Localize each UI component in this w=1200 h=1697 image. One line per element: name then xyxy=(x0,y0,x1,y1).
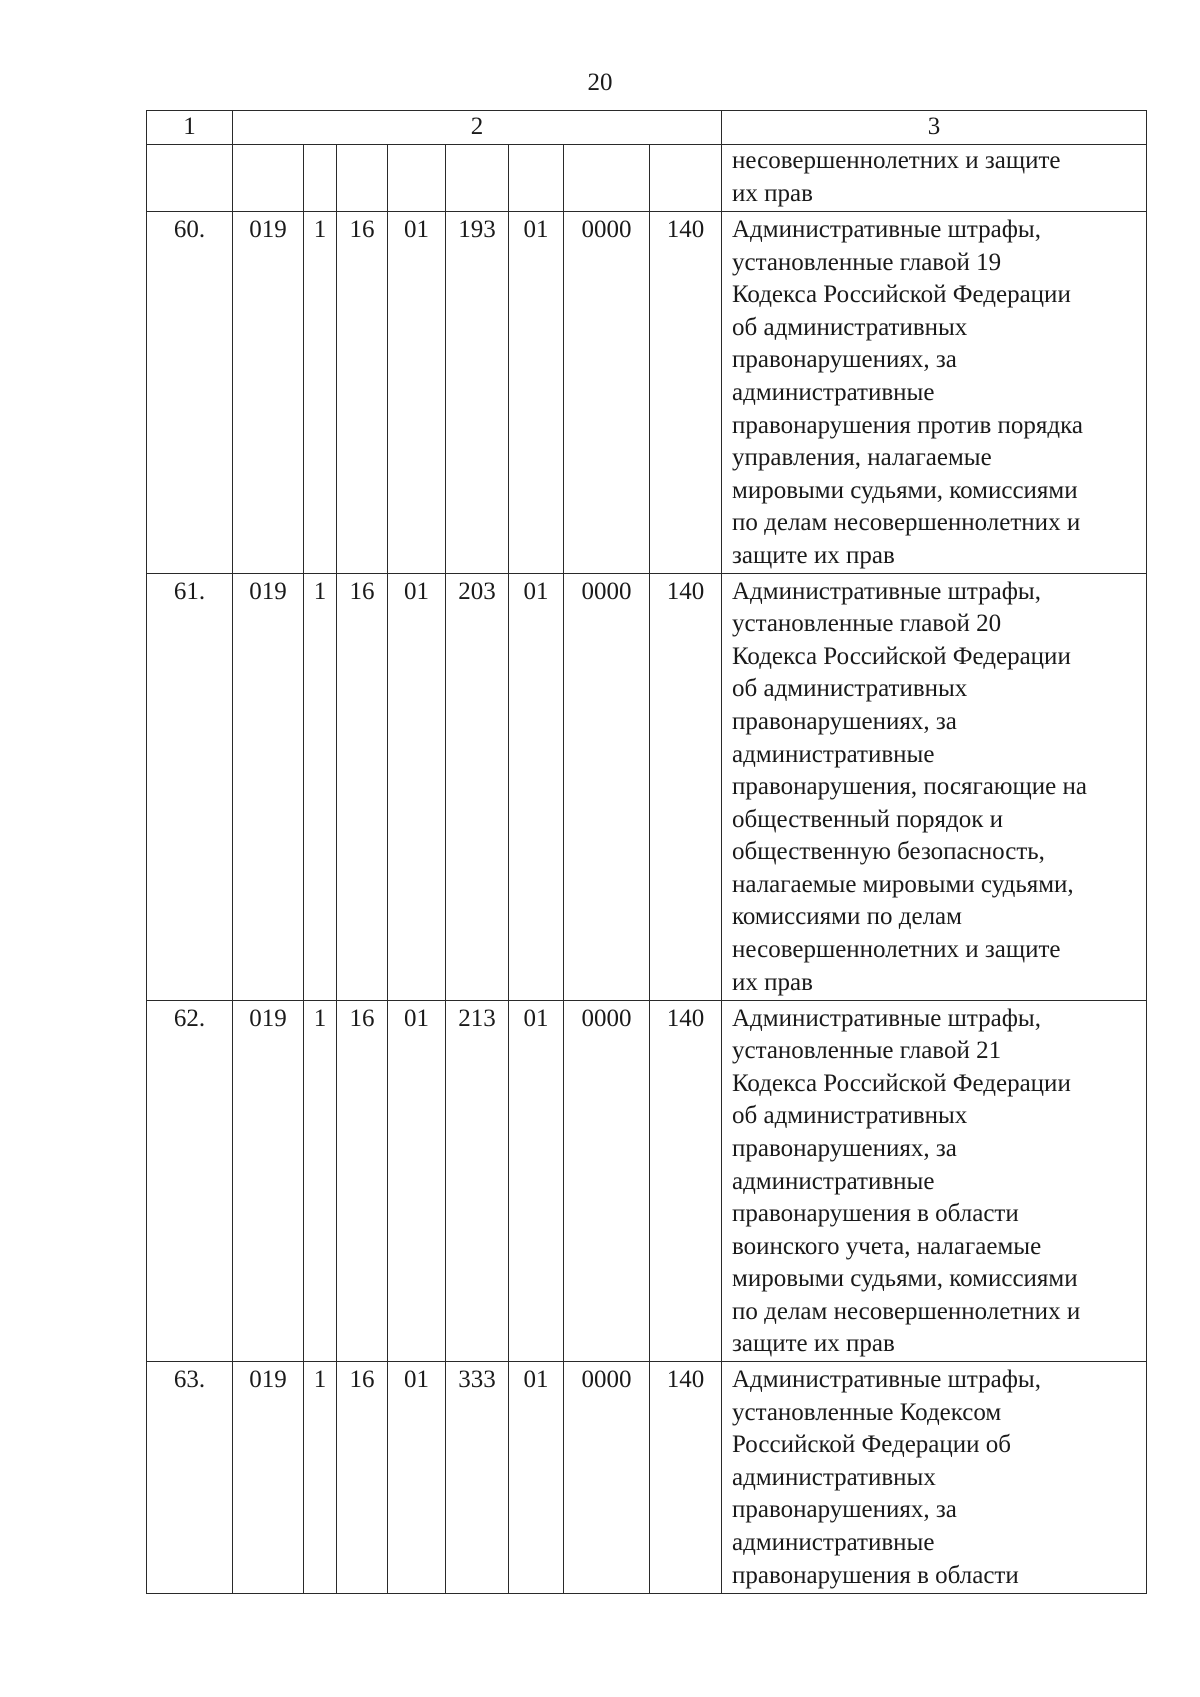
description-line: по делам несовершеннолетних и xyxy=(732,509,1081,537)
code-segment-1: 019 xyxy=(233,212,304,574)
code-segment-1: 019 xyxy=(233,1362,304,1594)
description-line: их прав xyxy=(732,968,813,996)
description-line: их прав xyxy=(732,179,813,207)
cell-code xyxy=(564,145,650,212)
cell-description xyxy=(722,1362,1147,1594)
code-segment-3: 16 xyxy=(337,1000,388,1362)
description-line: правонарушения в области xyxy=(732,1561,1019,1589)
description-line: управления, налагаемые xyxy=(732,444,992,472)
description-line: об административных xyxy=(732,675,968,703)
code-segment-6: 01 xyxy=(509,1000,564,1362)
table-row xyxy=(147,212,1147,574)
description-line: Административные штрафы, xyxy=(732,1366,1041,1394)
code-segment-8: 140 xyxy=(650,1362,722,1594)
budget-classification-table xyxy=(146,110,1147,1594)
code-segment-8: 140 xyxy=(650,212,722,574)
code-segment-8: 140 xyxy=(650,1000,722,1362)
page-number: 20 xyxy=(587,69,613,96)
code-segment-5: 193 xyxy=(446,212,509,574)
description-line: установленные главой 21 xyxy=(732,1037,1002,1065)
header-col-1: 1 xyxy=(147,111,233,145)
description-line: об административных xyxy=(732,1102,968,1130)
description-line: Кодекса Российской Федерации xyxy=(732,1069,1071,1097)
description-line: правонарушения в области xyxy=(732,1200,1019,1228)
code-segment-6: 01 xyxy=(509,1362,564,1594)
description-line: Административные штрафы, xyxy=(732,216,1041,243)
code-segment-8: 140 xyxy=(650,573,722,1000)
description-line: защите их прав xyxy=(732,541,895,569)
description-line: Кодекса Российской Федерации xyxy=(732,281,1071,309)
description-line: Кодекса Российской Федерации xyxy=(732,642,1071,670)
description-line: правонарушениях, за xyxy=(732,707,957,735)
code-segment-1: 019 xyxy=(233,1000,304,1362)
description-line: административные xyxy=(732,378,935,406)
code-segment-2: 1 xyxy=(304,1362,337,1594)
cell-num xyxy=(147,145,233,212)
table-row xyxy=(147,1000,1147,1362)
code-segment-4: 01 xyxy=(388,573,446,1000)
code-segment-6: 01 xyxy=(509,212,564,574)
table-row xyxy=(147,1362,1147,1594)
cell-code xyxy=(446,145,509,212)
cell-code xyxy=(337,145,388,212)
description-line: несовершеннолетних и защите xyxy=(732,147,1061,174)
description-line: правонарушениях, за xyxy=(732,1134,957,1162)
code-segment-3: 16 xyxy=(337,573,388,1000)
cell-code xyxy=(304,145,337,212)
description-line: установленные главой 20 xyxy=(732,610,1002,638)
row-number: 61. xyxy=(147,573,233,1000)
header-col-2: 2 xyxy=(233,111,722,145)
code-segment-5: 203 xyxy=(446,573,509,1000)
description-line: административные xyxy=(732,1167,935,1195)
code-segment-7: 0000 xyxy=(564,212,650,574)
code-segment-3: 16 xyxy=(337,212,388,574)
description-line: административные xyxy=(732,1529,935,1557)
description-line: установленные главой 19 xyxy=(732,248,1002,276)
description-line: защите их прав xyxy=(732,1330,895,1358)
description-line: налагаемые мировыми судьями, xyxy=(732,870,1074,898)
description-line: об административных xyxy=(732,313,968,341)
description-line: мировыми судьями, комиссиями xyxy=(732,1265,1078,1293)
code-segment-2: 1 xyxy=(304,212,337,574)
description-line: несовершеннолетних и защите xyxy=(732,936,1061,964)
cell-code xyxy=(233,145,304,212)
cell-code xyxy=(388,145,446,212)
cell-code xyxy=(509,145,564,212)
code-segment-4: 01 xyxy=(388,1362,446,1594)
description-line: общественный порядок и xyxy=(732,805,1004,833)
row-number: 60. xyxy=(147,212,233,574)
continuation-row xyxy=(147,145,1147,212)
description-line: Российской Федерации об xyxy=(732,1431,1011,1459)
code-segment-7: 0000 xyxy=(564,1000,650,1362)
description-line: по делам несовершеннолетних и xyxy=(732,1297,1081,1325)
code-segment-5: 213 xyxy=(446,1000,509,1362)
code-segment-7: 0000 xyxy=(564,573,650,1000)
code-segment-1: 019 xyxy=(233,573,304,1000)
code-segment-5: 333 xyxy=(446,1362,509,1594)
cell-code xyxy=(650,145,722,212)
description-line: комиссиями по делам xyxy=(732,903,962,931)
description-line: правонарушения против порядка xyxy=(732,411,1083,439)
cell-description xyxy=(722,573,1147,1000)
description-line: мировыми судьями, комиссиями xyxy=(732,476,1078,504)
code-segment-6: 01 xyxy=(509,573,564,1000)
code-segment-4: 01 xyxy=(388,1000,446,1362)
code-segment-4: 01 xyxy=(388,212,446,574)
cell-description xyxy=(722,212,1147,574)
code-segment-7: 0000 xyxy=(564,1362,650,1594)
row-number: 63. xyxy=(147,1362,233,1594)
code-segment-2: 1 xyxy=(304,1000,337,1362)
description-line: воинского учета, налагаемые xyxy=(732,1232,1042,1260)
description-line: Административные штрафы, xyxy=(732,1004,1041,1032)
description-line: правонарушения, посягающие на xyxy=(732,773,1087,801)
description-line: административные xyxy=(732,740,935,768)
description-line: общественную безопасность, xyxy=(732,838,1045,866)
header-row xyxy=(147,111,1147,145)
description-line: установленные Кодексом xyxy=(732,1398,1002,1426)
code-segment-3: 16 xyxy=(337,1362,388,1594)
table-row xyxy=(147,573,1147,1000)
description-line: правонарушениях, за xyxy=(732,346,957,374)
row-number: 62. xyxy=(147,1000,233,1362)
header-col-3: 3 xyxy=(722,111,1147,145)
cell-description xyxy=(722,145,1147,212)
description-line: административных xyxy=(732,1463,936,1491)
code-segment-2: 1 xyxy=(304,573,337,1000)
cell-description xyxy=(722,1000,1147,1362)
description-line: правонарушениях, за xyxy=(732,1496,957,1524)
description-line: Административные штрафы, xyxy=(732,577,1041,605)
